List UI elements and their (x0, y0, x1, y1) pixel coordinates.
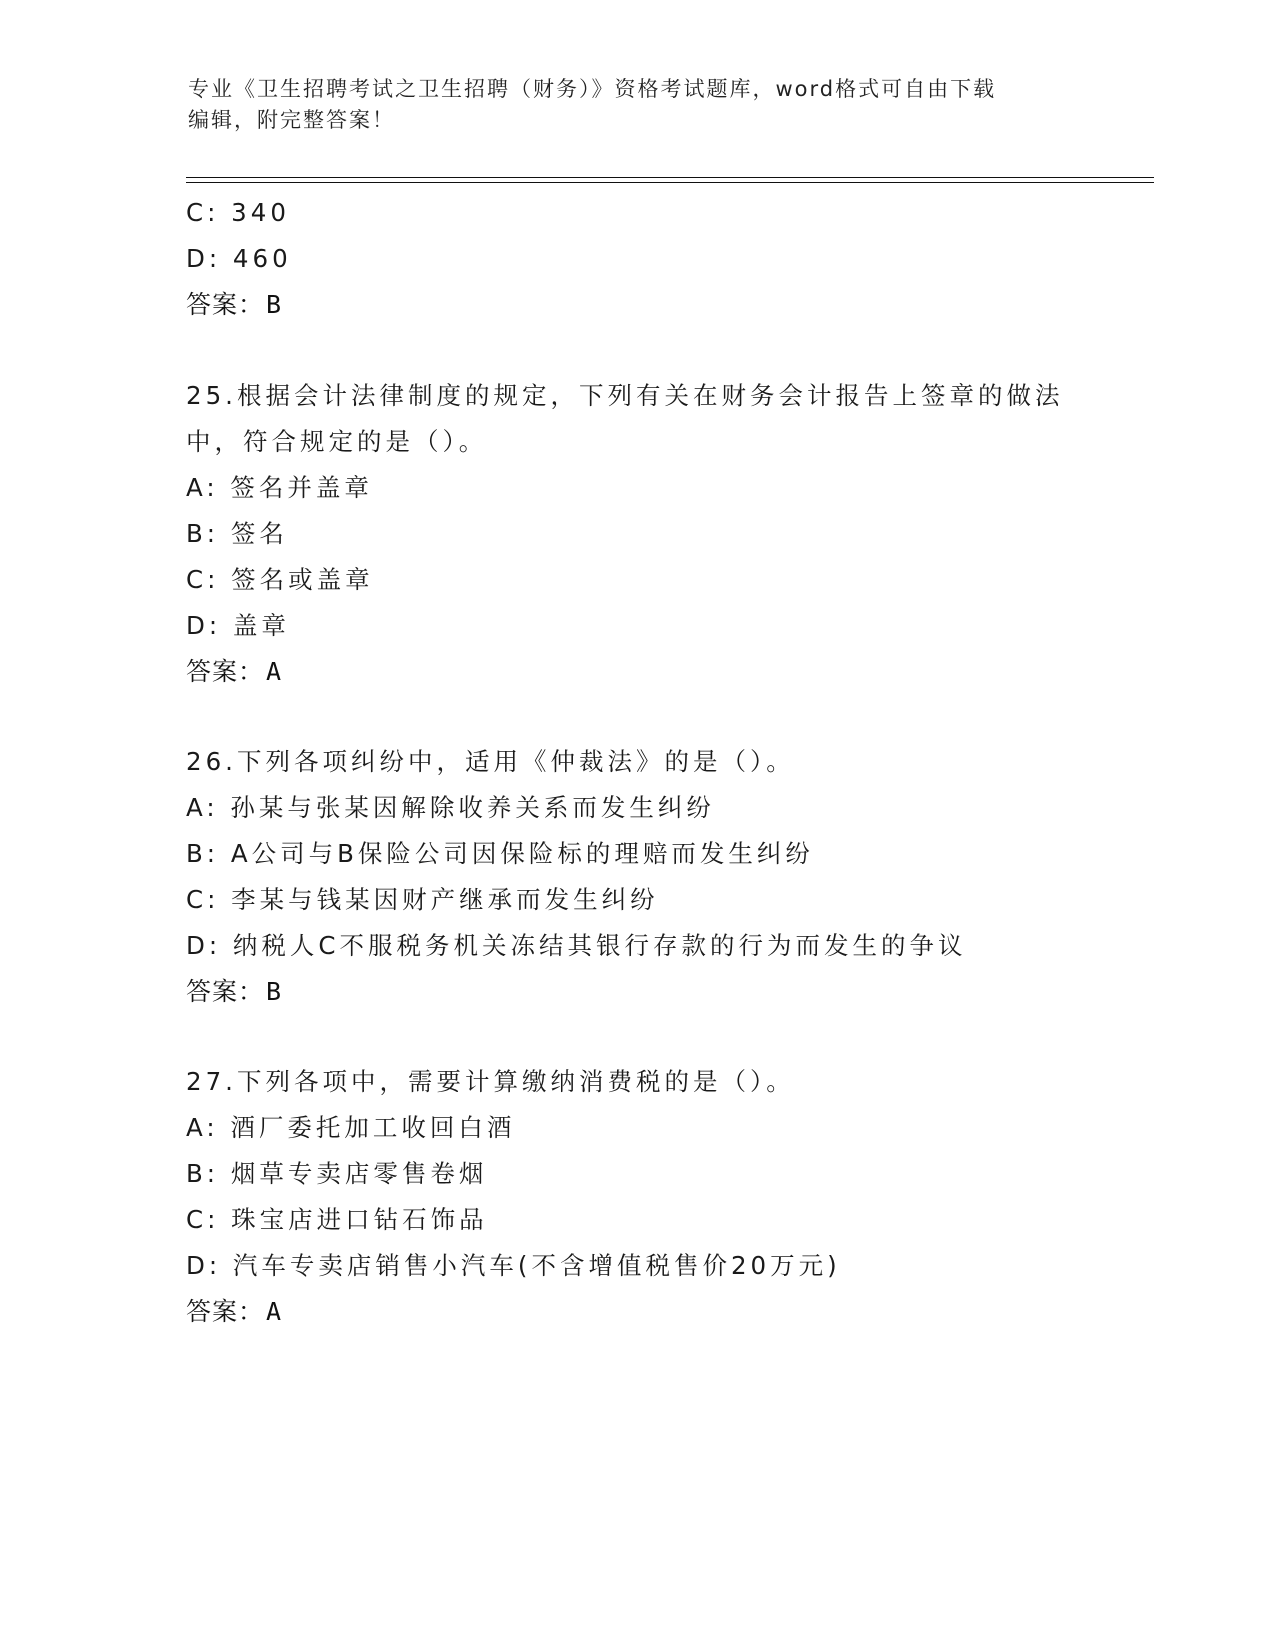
option-d: D: 460 (186, 244, 292, 273)
answer-line (186, 649, 1086, 695)
header-divider-top (186, 177, 1154, 178)
option-c: C: 340 (186, 198, 290, 227)
answer-value: B (266, 290, 283, 319)
answer-value: A (266, 1297, 283, 1326)
answer-line (186, 282, 1086, 328)
question-list (186, 190, 1086, 1335)
answer-label: 答案： (186, 657, 265, 686)
answer-label: 答案： (186, 977, 265, 1006)
document-header (188, 74, 1068, 136)
option-d: D: 汽车专卖店销售小汽车(不含增值税售价20万元) (186, 1251, 841, 1280)
answer-line (186, 1289, 1086, 1335)
option-b: B: A公司与B保险公司因保险标的理赔而发生纠纷 (186, 839, 814, 868)
answer-value: A (266, 657, 283, 686)
question-stem: 25.根据会计法律制度的规定，下列有关在财务会计报告上签章的做法 (186, 381, 1064, 410)
question-27 (186, 1059, 1086, 1335)
option-b: B: 烟草专卖店零售卷烟 (186, 1159, 488, 1188)
question-stem: 27.下列各项中，需要计算缴纳消费税的是（）。 (186, 1067, 795, 1096)
option-c: C: 签名或盖章 (186, 565, 374, 594)
option-d: D: 纳税人C不服税务机关冻结其银行存款的行为而发生的争议 (186, 931, 967, 960)
option-a: A: 酒厂委托加工收回白酒 (186, 1113, 516, 1142)
option-c: C: 珠宝店进口钻石饰品 (186, 1205, 488, 1234)
question-25 (186, 373, 1086, 695)
header-divider-bottom (186, 182, 1154, 183)
answer-label: 答案： (186, 290, 265, 319)
question-stem-continued: 中，符合规定的是（）。 (186, 427, 488, 456)
option-c: C: 李某与钱某因财产继承而发生纠纷 (186, 885, 659, 914)
question-stem: 26.下列各项纠纷中，适用《仲裁法》的是（）。 (186, 747, 795, 776)
option-a: A: 孙某与张某因解除收养关系而发生纠纷 (186, 793, 715, 822)
option-b: B: 签名 (186, 519, 288, 548)
question-24-tail (186, 190, 1086, 328)
header-line-1: 专业《卫生招聘考试之卫生招聘（财务）》资格考试题库，word格式可自由下载 (188, 77, 997, 101)
option-a: A: 签名并盖章 (186, 473, 373, 502)
question-26 (186, 739, 1086, 1015)
header-line-2: 编辑，附完整答案！ (188, 108, 395, 132)
option-d: D: 盖章 (186, 611, 290, 640)
answer-line (186, 969, 1086, 1015)
answer-value: B (266, 977, 283, 1006)
answer-label: 答案： (186, 1297, 265, 1326)
